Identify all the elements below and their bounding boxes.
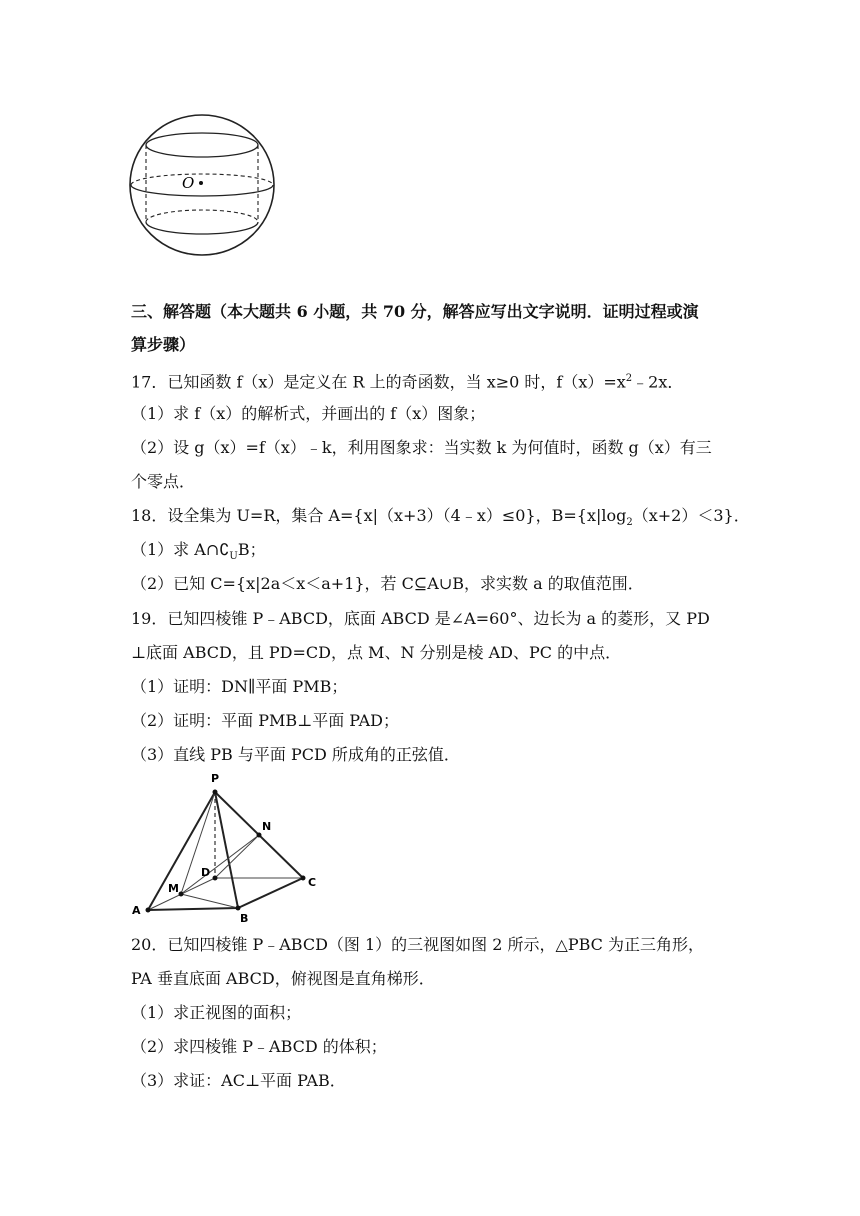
cylinder-top-ellipse: [146, 133, 258, 157]
q20-part2: （2）求四棱锥 P﹣ABCD 的体积；: [131, 1037, 387, 1056]
q19-part2: （2）证明：平面 PMB⊥平面 PAD；: [131, 711, 399, 730]
q18-part1-post: B；: [237, 540, 266, 559]
point-M: [179, 892, 184, 897]
point-A: [146, 908, 151, 913]
q20-stem-line1: 20．已知四棱锥 P﹣ABCD（图 1）的三视图如图 2 所示，△PBC 为正三角形，: [131, 935, 704, 954]
point-P: [213, 790, 218, 795]
q17-part2-line1: （2）设 g（x）=f（x）﹣k，利用图象求：当实数 k 为何值时，函数 g（x）有三: [131, 438, 712, 457]
equator-front: [131, 185, 273, 196]
label-P: P: [211, 772, 220, 785]
q18-part1: [131, 540, 266, 567]
label-M: M: [168, 882, 179, 895]
q18-stem-sub: 2: [626, 517, 633, 529]
cylinder-bottom-back: [146, 210, 258, 222]
point-D: [213, 876, 218, 881]
q20-part1: （1）求正视图的面积；: [131, 1003, 302, 1022]
section-heading-line2: 算步骤）: [131, 335, 196, 354]
q17-part2-line2: 个零点．: [131, 472, 196, 491]
segment-DN: [215, 835, 259, 878]
edge-PB: [215, 792, 238, 908]
point-C: [301, 876, 306, 881]
q19-stem-line1: 19．已知四棱锥 P﹣ABCD，底面 ABCD 是∠A=60°、边长为 a 的菱形，又 PD: [131, 609, 710, 628]
center-label: O: [182, 174, 195, 192]
point-B: [236, 906, 241, 911]
q17-stem-post: ﹣2x．: [632, 372, 684, 392]
label-N: N: [262, 820, 272, 833]
sphere-cylinder-figure: [128, 112, 288, 262]
q18-part1-sub: U: [229, 551, 238, 563]
q19-part1: （1）证明：DN∥平面 PMB；: [131, 677, 348, 696]
edge-BC: [238, 878, 303, 908]
section-heading-line1: 三、解答题（本大题共 6 小题，共 70 分，解答应写出文字说明．证明过程或演: [131, 302, 699, 321]
q19-part3: （3）直线 PB 与平面 PCD 所成角的正弦值．: [131, 745, 460, 764]
label-A: A: [132, 904, 141, 917]
q20-stem-line2: PA 垂直底面 ABCD，俯视图是直角梯形．: [131, 969, 435, 988]
q18-stem: [131, 506, 750, 533]
edge-AB: [148, 908, 238, 910]
segment-MB: [181, 894, 238, 908]
segment-MN: [181, 835, 259, 894]
cylinder-bottom-front: [146, 222, 258, 234]
q20-part3: （3）求证：AC⊥平面 PAB．: [131, 1071, 346, 1090]
q17-stem-pre: 17．已知函数 f（x）是定义在 R 上的奇函数，当 x≥0 时，f（x）=x: [131, 372, 626, 392]
point-N: [257, 833, 262, 838]
label-D: D: [201, 866, 211, 879]
center-point: [199, 181, 203, 185]
label-C: C: [308, 876, 317, 889]
q18-stem-pre: 18．设全集为 U=R，集合 A={x|（x+3）（4﹣x）≤0}，B={x|log: [131, 506, 627, 525]
q19-stem-line2: ⊥底面 ABCD，且 PD=CD，点 M、N 分别是棱 AD、PC 的中点．: [131, 643, 622, 662]
label-B: B: [240, 912, 249, 925]
q17-stem-sup: 2: [625, 373, 633, 384]
q17-stem: [131, 369, 683, 392]
q18-stem-post: （x+2）＜3}．: [632, 506, 750, 525]
pyramid-figure: [128, 770, 328, 925]
q18-part1-pre: （1）求 A∩∁: [131, 540, 230, 559]
q17-part1: （1）求 f（x）的解析式，并画出的 f（x）图象；: [131, 404, 486, 423]
q18-part2: （2）已知 C={x|2a＜x＜a+1}，若 C⊆A∪B，求实数 a 的取值范围．: [131, 574, 644, 593]
